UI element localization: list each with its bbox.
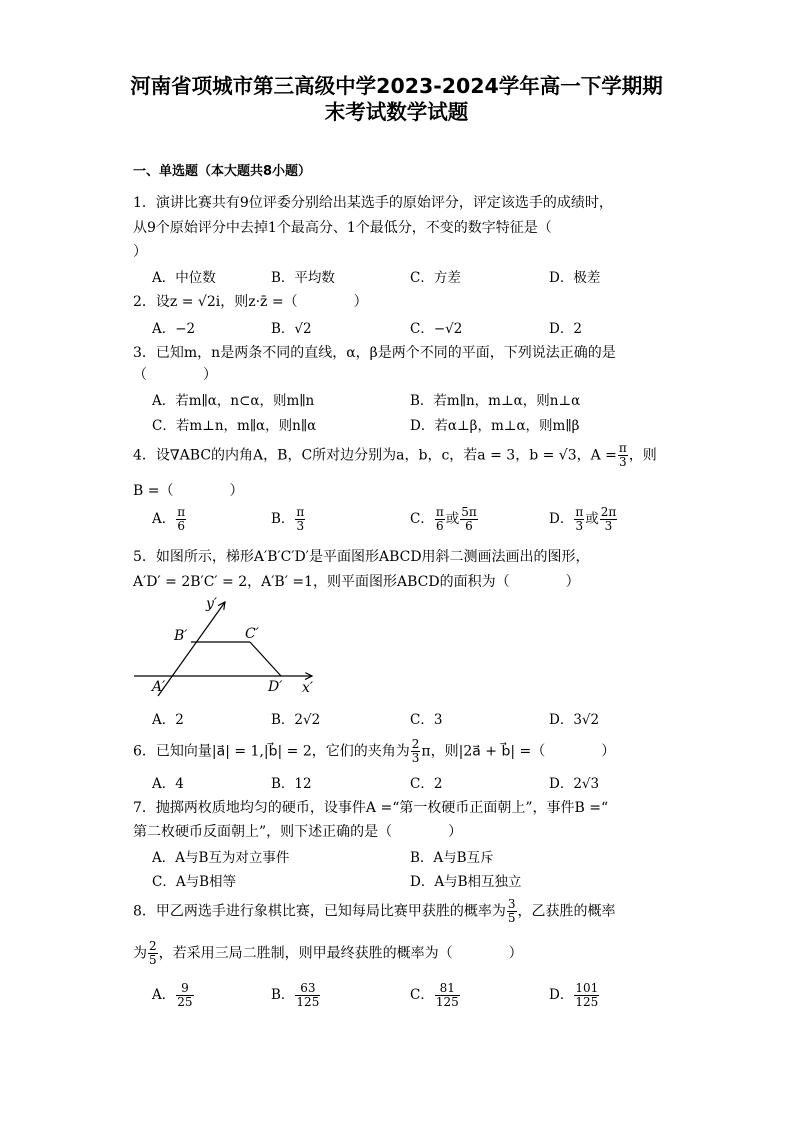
frac-den: 25: [177, 995, 193, 1009]
q4-line1-tail: ，则: [628, 447, 657, 464]
q3-option-d: D．若α⊥β，m⊥α，则m∥β: [410, 418, 580, 434]
q6-stem-tail: π，则|2a⃗ + b⃗| =（ ）: [421, 743, 616, 760]
frac-num: 2: [411, 737, 420, 751]
q1-line2: 从9个原始评分中去掉1个最高分、1个最低分，不变的数字特征是（: [133, 220, 552, 236]
q2-stem: 2．设z = √2i，则z·z̄ =（ ）: [133, 294, 368, 310]
q8-line1-tail: ，乙获胜的概率: [517, 903, 616, 920]
frac-num: π: [296, 505, 305, 519]
q8-option-c-label: C．: [410, 987, 434, 1003]
label-d: D′: [268, 679, 283, 695]
frac-den: 5: [149, 953, 157, 967]
q3-option-b: B．若m∥n，m⊥α，则n⊥α: [410, 393, 581, 409]
q8-line2-tail: ，若采用三局二胜制，则甲最终获胜的概率为（ ）: [158, 945, 523, 962]
frac-num: 9: [176, 982, 193, 996]
frac-num: 5π: [461, 505, 477, 519]
frac-den: 3: [296, 519, 305, 533]
q5-option-a: A．2: [152, 712, 184, 728]
q5-line1: 5．如图所示，梯形A′B′C′D′是平面图形ABCD用斜二测画法画出的图形，: [133, 549, 590, 565]
q5-option-d: D．3√2: [549, 712, 600, 728]
q6-stem: [133, 738, 615, 765]
label-y: y′: [206, 596, 218, 612]
frac-den: 5: [507, 911, 516, 925]
q2-option-b: B．√2: [271, 321, 312, 337]
q1-option-a: A．中位数: [152, 270, 216, 286]
q8-option-a: [152, 982, 195, 1009]
q4-option-c: [410, 506, 479, 533]
q1-option-c: C．方差: [410, 270, 461, 286]
frac-den: 125: [435, 995, 459, 1009]
q8-option-c-fraction: [435, 982, 460, 1009]
q4-option-d-fraction1: [574, 506, 584, 533]
q3-option-a: A．若m∥α，n⊂α，则m∥n: [152, 393, 315, 409]
q4-option-a-fraction: [176, 506, 186, 533]
frac-num: 2: [149, 939, 157, 953]
q8-option-a-label: A．: [152, 987, 176, 1003]
frac-num: π: [177, 505, 186, 519]
q2-option-a: A．−2: [152, 321, 196, 337]
q8-line1: [133, 898, 616, 925]
q4-angle-num: π: [618, 441, 627, 455]
q4-line1-text: 4．设∇ABC的内角A，B，C所对边分别为a，b，c，若a = 3，b = √3，A =: [133, 447, 617, 464]
or-word: 或: [585, 511, 599, 527]
frac-den: 125: [575, 995, 599, 1009]
page-title-line2: 末考试数学试题: [324, 100, 469, 124]
q4-line2: B =（ ）: [133, 483, 244, 499]
q8-option-b-label: B．: [271, 987, 295, 1003]
q4-option-b-fraction: [295, 506, 305, 533]
q4-option-a-label: A．: [152, 511, 176, 527]
q6-angle-fraction: [411, 738, 421, 765]
frac-den: 6: [177, 519, 186, 533]
frac-den: 3: [604, 519, 613, 533]
trapezoid-right: [250, 642, 281, 676]
q7-line2: 第二枚硬币反面朝上”，则下述正确的是（ ）: [133, 824, 463, 840]
q4-line1: [133, 442, 657, 469]
q6-option-c: C．2: [410, 776, 443, 792]
q5-option-b: B．2√2: [271, 712, 321, 728]
q8-option-b: [271, 982, 321, 1009]
q8-p2-fraction: [148, 940, 158, 967]
frac-den: 125: [296, 995, 320, 1009]
q8-option-d-label: D．: [549, 987, 574, 1003]
label-c: C′: [245, 626, 259, 642]
q7-option-c: C．A与B相等: [152, 874, 236, 890]
frac-den: 3: [411, 751, 420, 765]
q7-option-b: B．A与B互斥: [410, 850, 494, 866]
q4-option-b-label: B．: [271, 511, 295, 527]
frac-num: 101: [575, 981, 599, 995]
q8-option-d-fraction: [574, 982, 599, 1009]
frac-num: 2π: [600, 505, 617, 519]
frac-den: 3: [575, 519, 584, 533]
q4-option-b: [271, 506, 306, 533]
q8-p1-fraction: [507, 898, 517, 925]
q8-line2: [133, 940, 523, 967]
q7-option-a: A．A与B互为对立事件: [152, 850, 290, 866]
q8-line2-text: 为: [133, 945, 147, 962]
q1-option-d: D．极差: [549, 270, 601, 286]
label-b: B′: [174, 628, 188, 644]
frac-num: π: [435, 505, 444, 519]
q3-line2: （ ）: [133, 367, 217, 383]
q2-option-d: D．2: [549, 321, 582, 337]
q3-line1: 3．已知m，n是两条不同的直线，α，β是两个不同的平面，下列说法正确的是: [133, 345, 616, 361]
q6-option-b: B．12: [271, 776, 312, 792]
frac-den: 6: [465, 519, 473, 533]
q4-option-c-label: C．: [410, 511, 434, 527]
q4-option-c-fraction2: [460, 506, 478, 533]
q5-trapezoid-figure: [130, 592, 330, 700]
section-heading: 一、单选题（本大题共8小题）: [133, 164, 312, 179]
q3-option-c: C．若m⊥n，m∥α，则n∥α: [152, 418, 317, 434]
q4-option-d-label: D．: [549, 511, 574, 527]
frac-den: 6: [435, 519, 444, 533]
q8-option-d: [549, 982, 600, 1009]
q4-angle-den: 3: [619, 455, 627, 469]
q4-option-d: [549, 506, 618, 533]
q8-option-c: [410, 982, 461, 1009]
q1-option-b: B．平均数: [271, 270, 335, 286]
q1-line1: 1．演讲比赛共有9位评委分别给出某选手的原始评分，评定该选手的成绩时，: [133, 195, 613, 211]
q8-line1-text: 8．甲乙两选手进行象棋比赛，已知每局比赛甲获胜的概率为: [133, 903, 506, 920]
q6-stem-text: 6．已知向量|a⃗| = 1,|b⃗| = 2，它们的夹角为: [133, 743, 410, 760]
q8-option-a-fraction: [176, 982, 193, 1009]
q2-option-c: C．−√2: [410, 321, 463, 337]
q4-option-d-fraction2: [600, 506, 618, 533]
q7-option-d: D．A与B相互独立: [410, 874, 522, 890]
q6-option-a: A．4: [152, 776, 184, 792]
frac-num: π: [575, 505, 584, 519]
page-title-line1: 河南省项城市第三高级中学2023-2024学年高一下学期期: [130, 74, 663, 98]
label-x: x′: [302, 680, 314, 696]
or-word: 或: [445, 511, 460, 527]
label-a: A′: [152, 679, 166, 695]
q5-option-c: C．3: [410, 712, 443, 728]
frac-num: 81: [435, 982, 460, 996]
q4-option-a: [152, 506, 187, 533]
q4-option-c-fraction1: [435, 506, 445, 533]
q8-option-b-fraction: [295, 982, 320, 1009]
q7-line1: 7．抛掷两枚质地均匀的硬币，设事件A =“第一枚硬币正面朝上”，事件B =“: [133, 800, 609, 816]
q4-angle-fraction: [618, 442, 628, 469]
q1-line3: ）: [133, 244, 147, 260]
q6-option-d: D．2√3: [549, 776, 600, 792]
frac-num: 3: [507, 897, 516, 911]
y-axis: [158, 602, 225, 696]
q5-line2: A′D′ = 2B′C′ = 2，A′B′ =1，则平面图形ABCD的面积为（ ）: [133, 574, 580, 590]
frac-num: 63: [295, 982, 320, 996]
